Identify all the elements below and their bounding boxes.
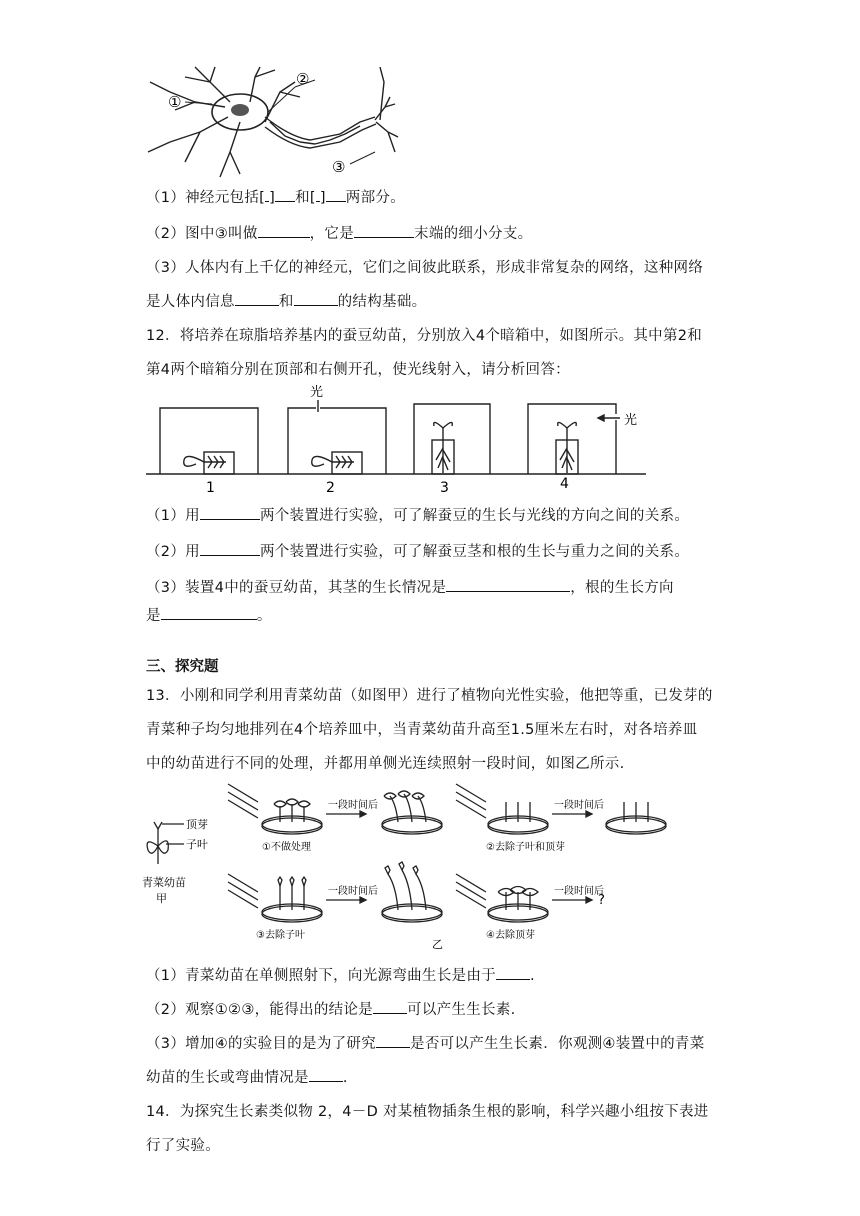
q12-s2-text-b: 两个装置进行实验，可了解蚕豆茎和根的生长与重力之间的关系。 — [259, 544, 690, 560]
answer-blank[interactable] — [496, 965, 530, 980]
label-jia: 甲 — [156, 892, 167, 905]
q13-s3-text-d: . — [342, 1070, 348, 1086]
q11-part3-line2 — [146, 290, 426, 311]
arrow-label-3: 一段时间后 — [328, 886, 378, 897]
q13-s2-text-a: （2）观察①②③，能得出的结论是 — [146, 1002, 374, 1018]
answer-blank[interactable] — [235, 291, 279, 306]
q13-s2-text-b: 可以产生生长素. — [407, 1002, 516, 1018]
box-number-3: 3 — [440, 480, 449, 496]
q11-p1-text-c: 和[ — [295, 190, 316, 206]
q11-p1-text-e: 两部分。 — [345, 190, 405, 206]
q12-part2 — [146, 540, 689, 561]
q13-s1-text-b: . — [529, 968, 535, 984]
section-heading: 三、探究题 — [146, 659, 219, 675]
caption-2: ②去除子叶和顶芽 — [486, 842, 565, 853]
q11-p1-text-b: ] — [269, 190, 276, 206]
neuron-figure — [140, 62, 400, 182]
caption-4: ④去除顶芽 — [486, 930, 535, 941]
caption-1: ①不做处理 — [262, 842, 311, 853]
q13-stem-line1: 13．小刚和同学利用青菜幼苗（如图甲）进行了植物向光性实验，他把等重，已发芽的 — [146, 688, 713, 704]
q12-s3-text-d: 。 — [256, 608, 272, 624]
answer-blank[interactable] — [354, 223, 414, 238]
arrow-label-4: 一段时间后 — [554, 886, 604, 897]
neuron-label-1: ① — [168, 93, 182, 111]
answer-blank[interactable] — [200, 541, 260, 556]
q13-s3-text-a: （3）增加④的实验目的是为了研究 — [146, 1036, 377, 1052]
q12-s1-text-b: 两个装置进行实验，可了解蚕豆的生长与光线的方向之间的关系。 — [259, 508, 690, 524]
q12-s3-text-c: 是 — [146, 608, 161, 624]
q13-stem-line3: 中的幼苗进行不同的处理，并都用单侧光连续照射一段时间，如图乙所示. — [146, 756, 625, 772]
box-number-1: 1 — [206, 480, 215, 496]
q11-p2-text-a: （2）图中③叫做 — [146, 226, 258, 242]
q11-p1-text-a: （1）神经元包括[ — [146, 190, 266, 206]
q14-stem-line2: 行了实验。 — [146, 1138, 220, 1154]
q11-p3-text-a: 是人体内信息 — [146, 294, 235, 310]
q13-part2 — [146, 998, 516, 1019]
q13-s1-text-a: （1）青菜幼苗在单侧照射下，向光源弯曲生长是由于 — [146, 968, 496, 984]
q13-s3-text-c: 幼苗的生长或弯曲情况是 — [146, 1070, 309, 1086]
q12-stem-line2: 第4两个暗箱分别在顶部和右侧开孔，使光线射入，请分析回答： — [146, 362, 570, 378]
dark-box-figure — [146, 378, 666, 496]
answer-blank[interactable] — [200, 505, 260, 520]
label-leaf: 子叶 — [186, 838, 208, 851]
q11-part2 — [146, 222, 532, 243]
light-label-top: 光 — [310, 385, 324, 400]
label-seedling: 青菜幼苗 — [142, 876, 186, 889]
answer-blank[interactable] — [373, 999, 407, 1014]
q12-part3-line2 — [146, 604, 272, 625]
q11-p1-text-d: ] — [319, 190, 326, 206]
neuron-label-2: ② — [296, 70, 310, 88]
box-number-2: 2 — [326, 480, 335, 496]
answer-blank[interactable] — [258, 223, 310, 238]
q12-s3-text-b: ，根的生长方向 — [570, 580, 674, 596]
q11-p3-text-b: 和 — [278, 294, 294, 310]
q11-part1 — [146, 186, 405, 207]
answer-blank[interactable] — [446, 577, 570, 592]
q12-part3-line1 — [146, 576, 674, 597]
q13-s3-text-b: 是否可以产生生长素．你观测④装置中的青菜 — [410, 1036, 705, 1052]
q12-part1 — [146, 504, 689, 525]
label-bud: 顶芽 — [186, 818, 208, 831]
box-number-4: 4 — [560, 476, 569, 492]
q13-part3-line1 — [146, 1032, 705, 1053]
q13-stem-line2: 青菜种子均匀地排列在4个培养皿中，当青菜幼苗升高至1.5厘米左右时，对各培养皿 — [146, 722, 698, 738]
q12-s1-text-a: （1）用 — [146, 508, 200, 524]
answer-blank[interactable] — [376, 1033, 410, 1048]
q13-part1 — [146, 964, 535, 985]
answer-blank[interactable] — [294, 291, 338, 306]
answer-blank[interactable] — [309, 1067, 343, 1082]
q12-s2-text-a: （2）用 — [146, 544, 200, 560]
arrow-label-1: 一段时间后 — [328, 800, 378, 811]
neuron-label-3: ③ — [332, 158, 346, 176]
q11-p2-text-c: 末端的细小分支。 — [414, 226, 533, 242]
answer-blank[interactable] — [326, 187, 346, 202]
question-mark: ? — [598, 893, 605, 908]
q11-p2-text-b: ，它是 — [309, 226, 355, 242]
q11-p3-text-c: 的结构基础。 — [337, 294, 427, 310]
q12-stem-line1: 12．将培养在琼脂培养基内的蚕豆幼苗，分别放入4个暗箱中，如图所示。其中第2和 — [146, 328, 703, 344]
light-label-right: 光 — [624, 413, 638, 428]
q14-stem-line1: 14．为探究生长素类似物 2，4－D 对某植物插条生根的影响，科学兴趣小组按下表进 — [146, 1104, 709, 1120]
q11-part3-line1: （3）人体内有上千亿的神经元，它们之间彼此联系，形成非常复杂的网络，这种网络 — [146, 260, 704, 276]
phototropism-figure — [140, 774, 680, 950]
caption-3: ③去除子叶 — [256, 930, 305, 941]
arrow-label-2: 一段时间后 — [554, 800, 604, 811]
label-yi: 乙 — [432, 938, 443, 950]
answer-blank[interactable] — [161, 605, 257, 620]
q12-s3-text-a: （3）装置4中的蚕豆幼苗，其茎的生长情况是 — [146, 580, 447, 596]
answer-blank[interactable] — [275, 187, 295, 202]
q13-part3-line2 — [146, 1066, 348, 1087]
